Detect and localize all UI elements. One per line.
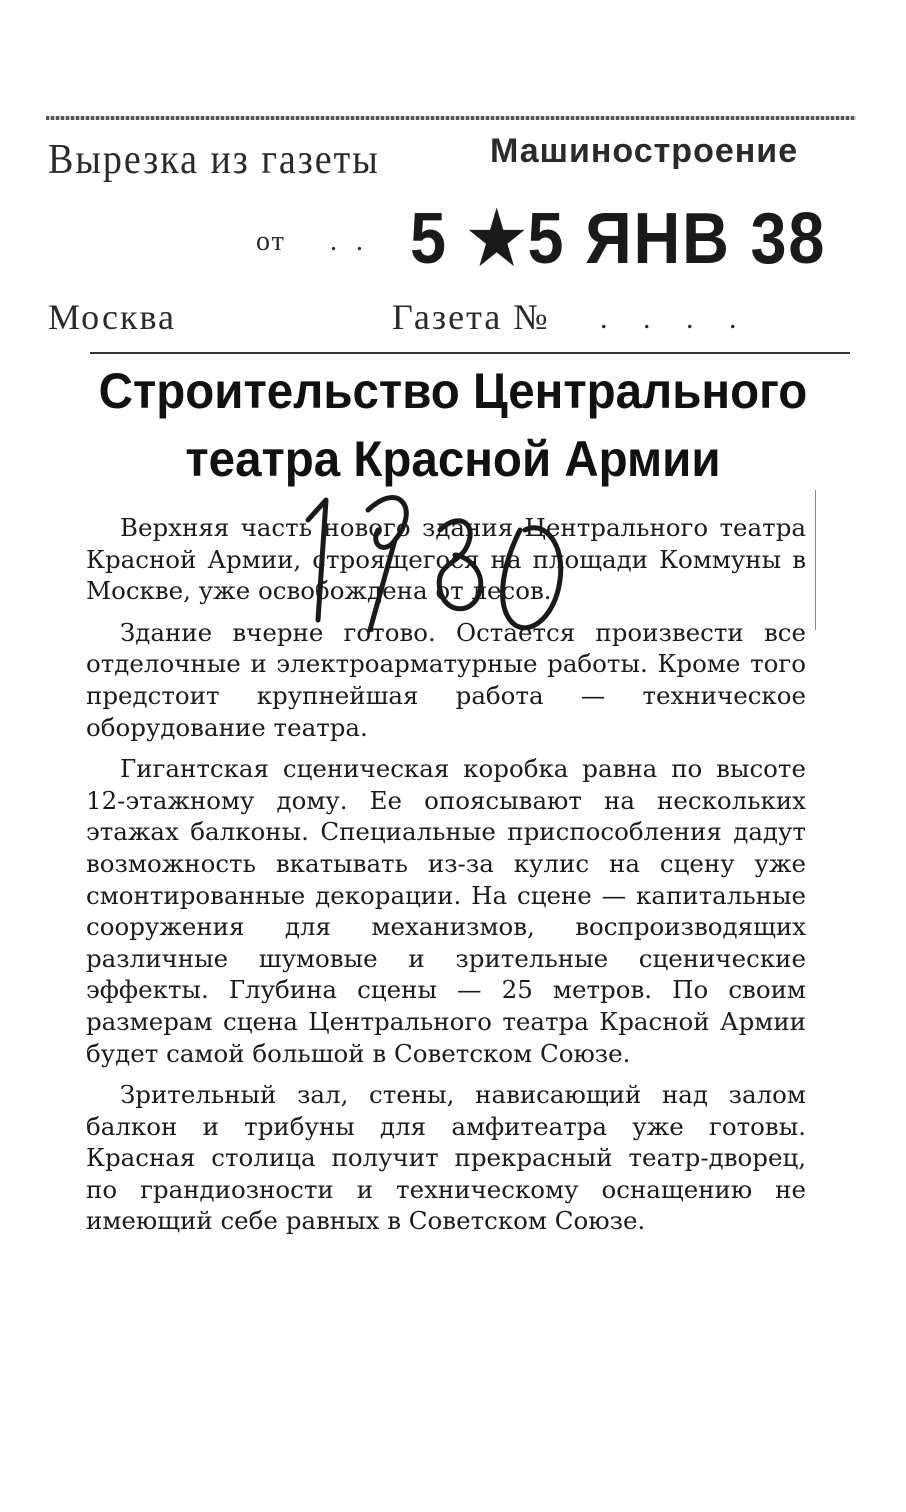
headline-line-1: Строительство Центрального: [98, 363, 808, 419]
handwritten-year-annotation: [290, 470, 610, 670]
top-border-rule: [46, 116, 856, 120]
headline-line-2: театра Красной Армии: [185, 431, 721, 487]
header-divider: [90, 352, 850, 354]
gazette-number-label: Газета №: [392, 297, 550, 337]
clipping-label: Вырезка из газеты: [48, 136, 380, 184]
gazette-number-dots: . . . .: [600, 302, 751, 335]
date-leader-dots: . .: [330, 226, 369, 257]
right-margin-mark: [815, 490, 816, 630]
date-stamp: 5 ★5 ЯНВ 38: [410, 199, 827, 279]
article-paragraph-4: Зрительный зал, стены, нависающий над залом балкон и трибуны для амфитеатра уже готовы. Красная столица получит прекрасный театр-дворец, по грандиозности и техническому оснащению не имеющий себе равных в Советском Союзе.: [86, 1080, 806, 1236]
date-from-label: от: [256, 226, 286, 257]
article-paragraph-1: Верхняя часть нового здания Центрального театра Красной Армии, строящегося на площади Коммуны в Москве, уже освобождена от лесов.: [86, 513, 806, 606]
article-paragraph-3: Гигантская сценическая коробка равна по высоте 12-этажному дому. Ее опоясывают на нескольких этажах балконы. Специальные приспособления дадут возможность вкатывать из-за кулис на сцену уже смонтированные декорации. На сцене — капитальные сооружения для механизмов, воспроизводящих различные шумовые и зрительные сценические эффекты. Глубина сцены — 25 метров. По своим размерам сцена Центрального театра Красной Армии будет самой большой в Советском Союзе.: [86, 754, 806, 1068]
article-paragraph-2: Здание вчерне готово. Остается произвести все отделочные и электроарматурные работы. Кроме того предстоит крупнейшая работа — техническое оборудование театра.: [86, 617, 806, 742]
city-label: Москва: [48, 297, 176, 337]
newspaper-name: Машиностроение: [490, 132, 799, 170]
